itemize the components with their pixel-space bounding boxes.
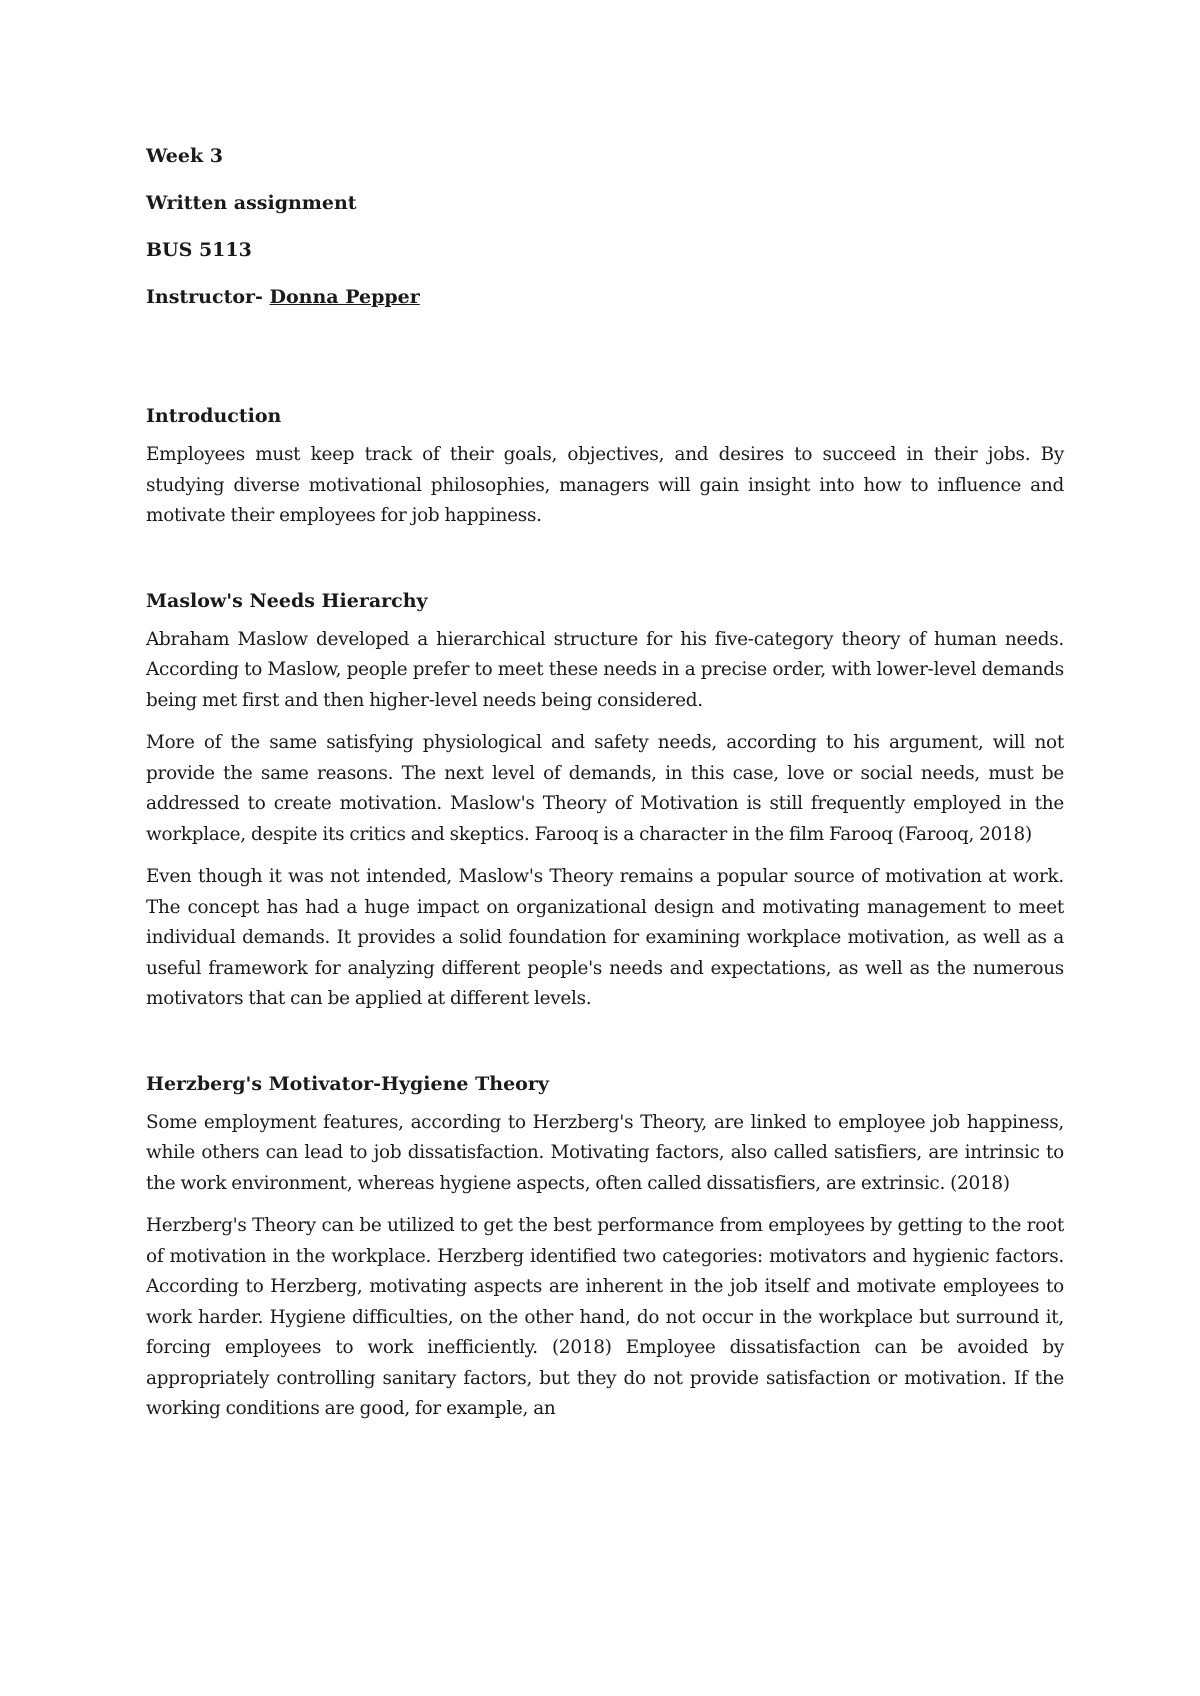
maslow-paragraph-1: Abraham Maslow developed a hierarchical structure for his five-category theory of human needs. According to Maslow, people prefer to meet these needs in a precise order, with lower-level demands being met first and then higher-level needs being considered. xyxy=(146,628,1064,711)
instructor-line xyxy=(146,285,1064,309)
herzberg-paragraph-2: Herzberg's Theory can be utilized to get the best performance from employees by getting to the root of motivation in the workplace. Herzberg identified two categories: motivators and hygienic factors. According to Herzberg, motivating aspects are inherent in the job itself and motivate employees to work harder. Hygiene difficulties, on the other hand, do not occur in the workplace but surround it, forcing employees to work inefficiently. (2018) Employee dissatisfaction can be avoided by appropriately controlling sanitary factors, but they do not provide satisfaction or motivation. If the working conditions are good, for example, an xyxy=(146,1215,1064,1419)
herzberg-heading: Herzberg's Motivator-Hygiene Theory xyxy=(146,1072,549,1095)
instructor-name: Donna Pepper xyxy=(269,286,420,308)
document-body xyxy=(146,144,1064,1437)
week-label: Week 3 xyxy=(146,145,223,167)
instructor-prefix: Instructor- xyxy=(146,286,270,308)
course-code: BUS 5113 xyxy=(146,239,252,261)
introduction-heading: Introduction xyxy=(146,405,282,427)
maslow-heading: Maslow's Needs Hierarchy xyxy=(146,589,428,612)
maslow-paragraph-2: More of the same satisfying physiological and safety needs, according to his argument, will not provide the same reasons. The next level of demands, in this case, love or social needs, must be addressed to create motivation. Maslow's Theory of Motivation is still frequently employed in the workplace, despite its critics and skeptics. Farooq is a character in the film Farooq (Farooq, 2018) xyxy=(146,732,1064,845)
maslow-paragraph-3: Even though it was not intended, Maslow's Theory remains a popular source of motivation at work. The concept has had a huge impact on organizational design and motivating management to meet individual demands. It provides a solid foundation for examining workplace motivation, as well as a useful framework for analyzing different people's needs and expectations, as well as the numerous motivators that can be applied at different levels. xyxy=(146,866,1064,1009)
introduction-paragraph: Employees must keep track of their goals, objectives, and desires to succeed in their jobs. By studying diverse motivational philosophies, managers will gain insight into how to influence and motivate their employees for job happiness. xyxy=(146,444,1064,526)
herzberg-paragraph-1: Some employment features, according to Herzberg's Theory, are linked to employee job happiness, while others can lead to job dissatisfaction. Motivating factors, also called satisfiers, are intrinsic to the work environment, whereas hygiene aspects, often called dissatisfiers, are extrinsic. (2018) xyxy=(146,1111,1064,1194)
assignment-label: Written assignment xyxy=(146,192,357,214)
